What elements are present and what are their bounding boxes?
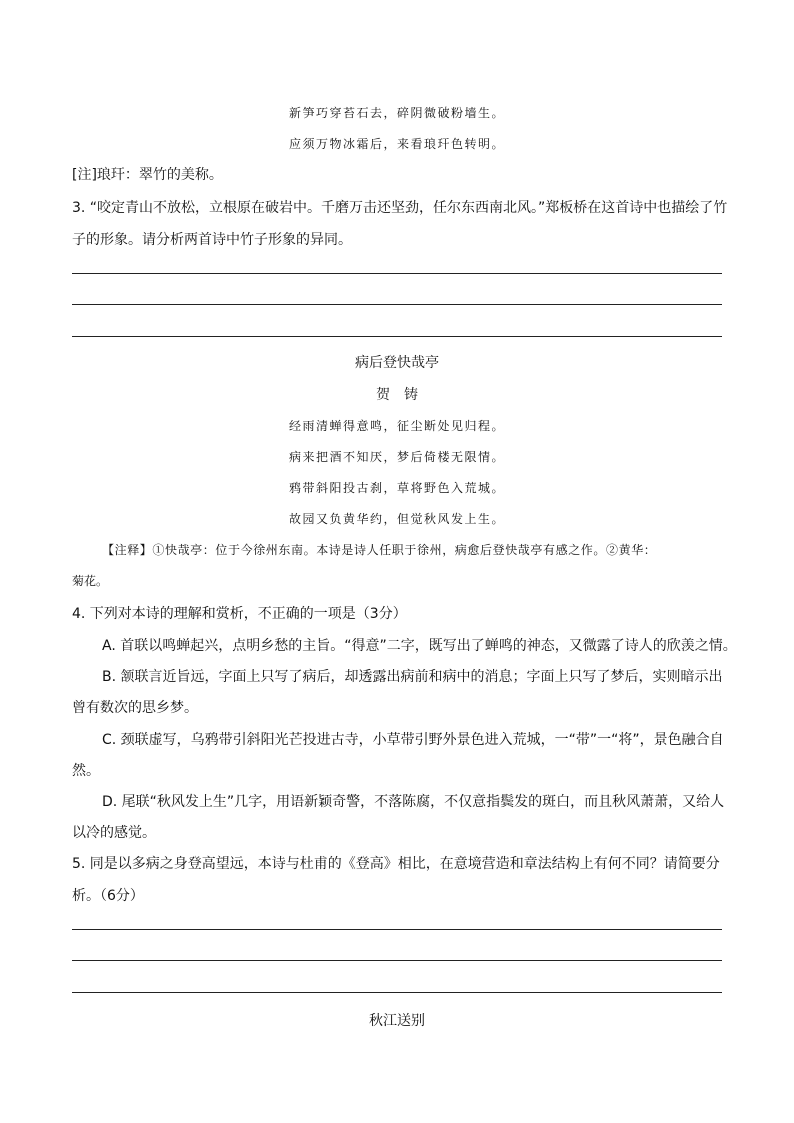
answer-line [72,273,722,274]
poem2-note-line-1: 【注释】①快哉亭：位于今徐州东南。本诗是诗人任职于徐州，病愈后登快哉亭有感之作。②黄华： [102,543,657,557]
poem1-note: [注]琅玕：翠竹的美称。 [72,167,223,183]
poem2-title: 病后登快哉亭 [355,355,439,371]
question-4-option-d-line-1: D. 尾联“秋风发上生”几字，用语新颖奇警，不落陈腐，不仅意指鬓发的斑白，而且秋风萧萧，又给人 [102,794,725,810]
poem2-line-2: 病来把酒不知厌，梦后倚楼无限情。 [288,450,505,464]
question-3-line-1: 3. “咬定青山不放松，立根原在破岩中。千磨万击还坚劲，任尔东西南北风。”郑板桥在这首诗中也描绘了竹 [72,200,728,216]
answer-line [72,960,722,961]
answer-line [72,929,722,930]
poem2-author: 贺 铸 [376,387,418,403]
question-4-stem: 4. 下列对本诗的理解和赏析，不正确的一项是（3分） [72,606,407,622]
answer-line [72,304,722,305]
question-4-option-b-line-2: 曾有数次的思乡梦。 [72,700,198,716]
poem2-line-1: 经雨清蝉得意鸣，征尘断处见归程。 [288,419,505,433]
poem2-note-line-2: 菊花。 [72,574,109,588]
answer-line [72,336,722,337]
poem2-line-4: 故园又负黄华约，但觉秋风发上生。 [288,512,505,526]
poem1-line-4: 应须万物冰霜后，来看琅玕色转明。 [288,137,505,151]
question-4-option-a: A. 首联以鸣蝉起兴，点明乡愁的主旨。“得意”二字，既写出了蝉鸣的神态，又微露了诗人的欣羡之情。 [102,638,737,654]
next-poem-title: 秋江送别 [369,1013,425,1029]
question-4-option-c-line-1: C. 颈联虚写，乌鸦带引斜阳光芒投进古寺，小草带引野外景色进入荒城，一“带”一“将”，景色融合自 [102,732,724,748]
question-5-line-2: 析。（6分） [72,888,144,904]
poem1-line-3: 新笋巧穿苔石去，碎阴微破粉墙生。 [288,106,505,120]
question-5-line-1: 5. 同是以多病之身登高望远，本诗与杜甫的《登高》相比，在意境营造和章法结构上有何不同？请简要分 [72,856,720,872]
question-4-option-c-line-2: 然。 [72,763,100,779]
question-3-line-2: 子的形象。请分析两首诗中竹子形象的异同。 [72,232,352,248]
poem2-line-3: 鸦带斜阳投古刹，草将野色入荒城。 [288,481,505,495]
question-4-option-b-line-1: B. 颔联言近旨远，字面上只写了病后，却透露出病前和病中的消息；字面上只写了梦后，实则暗示出 [102,669,723,685]
question-4-option-d-line-2: 以冷的感觉。 [72,825,156,841]
answer-line [72,992,722,993]
